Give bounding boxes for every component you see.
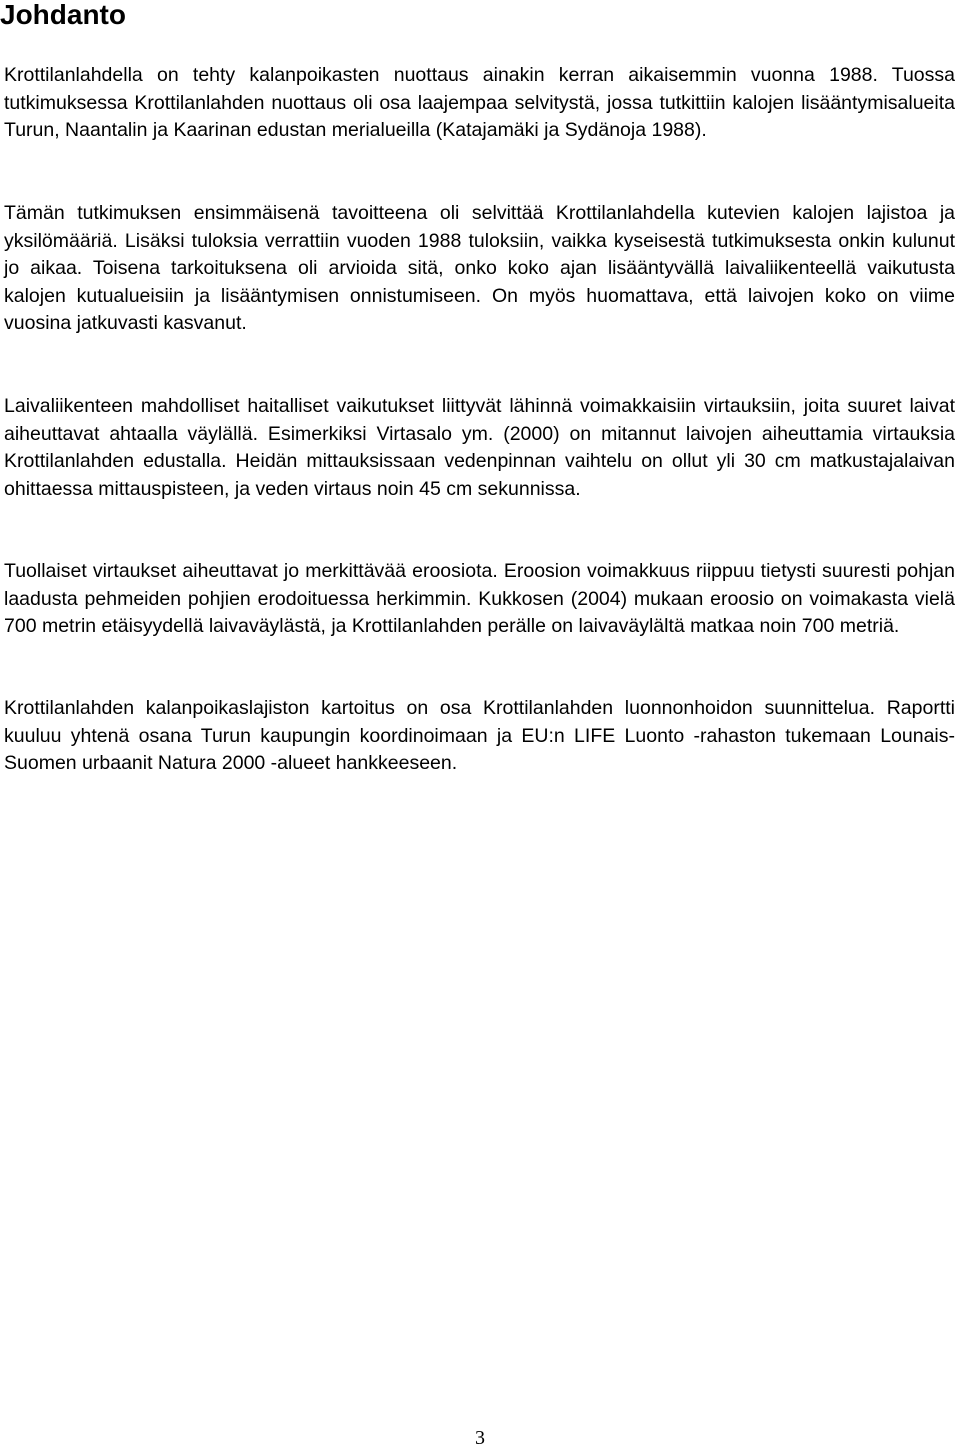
paragraph-erosion: Tuollaiset virtaukset aiheuttavat jo merkittävää eroosiota. Eroosion voimakkuus riippuu tietysti suuresti pohjan laadusta pehmeiden pohjien erodoituessa herkimmin. Kukkosen (2004) mukaan eroosio on voimakasta vielä 700 metrin etäisyydellä laivaväylästä, ja Krottilanlahden perälle on laivaväylältä matkaa noin 700 metriä. — [4, 560, 955, 638]
page-number: 3 — [475, 1427, 485, 1449]
paragraph-history: Krottilanlahdella on tehty kalanpoikasten nuottaus ainakin kerran aikaisemmin vuonna 1988. Tuossa tutkimuksessa Krottilanlahden nuottaus oli osa laajempaa selvitystä, jossa tutkittiin kalojen lisääntymisalueita Turun, Naantalin ja Kaarinan edustan merialueilla (Katajamäki ja Sydänoja 1988). — [4, 64, 955, 142]
section-heading: Johdanto — [0, 0, 126, 30]
paragraph-objectives: Tämän tutkimuksen ensimmäisenä tavoitteena oli selvittää Krottilanlahdella kutevien kalojen lajistoa ja yksilömääriä. Lisäksi tuloksia verrattiin vuoden 1988 tuloksiin, vaikka kyseisestä tutkimuksesta onkin kulunut jo aikaa. Toisena tarkoituksena oli arvioida sitä, onko koko ajan lisääntyvällä laivaliikenteellä vaikutusta kalojen kutualueisiin ja lisääntymisen onnistumiseen. On myös huomattava, että laivojen koko on viime vuosina jatkuvasti kasvanut. — [4, 202, 955, 335]
paragraph-ship-traffic: Laivaliikenteen mahdolliset haitalliset vaikutukset liittyvät lähinnä voimakkaisiin virtauksiin, joita suuret laivat aiheuttavat ahtaalla väylällä. Esimerkiksi Virtasalo ym. (2000) on mitannut laivojen aiheuttamia virtauksia Krottilanlahden edustalla. Heidän mittauksissaan vedenpinnan vaihtelu on ollut yli 30 cm matkustajalaivan ohittaessa mittauspisteen, ja veden virtaus noin 45 cm sekunnissa. — [4, 395, 955, 500]
paragraph-project: Krottilanlahden kalanpoikaslajiston kartoitus on osa Krottilanlahden luonnonhoidon suunnittelua. Raportti kuuluu yhtenä osana Turun kaupungin koordinoimaan ja EU:n LIFE Luonto -rahaston tukemaan Lounais-Suomen urbaanit Natura 2000 -alueet hankkeeseen. — [4, 697, 955, 775]
